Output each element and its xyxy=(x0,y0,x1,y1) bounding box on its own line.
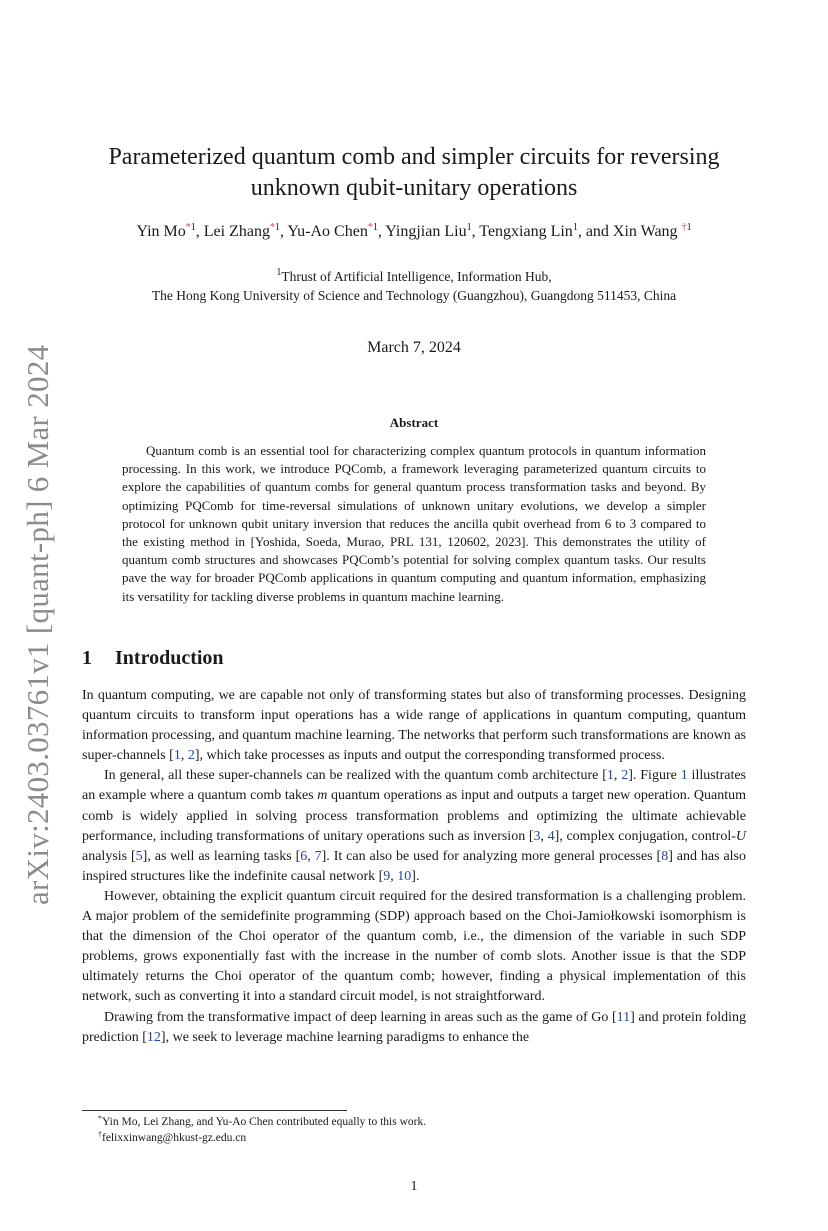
paper-title xyxy=(82,142,746,204)
text-run: ], complex conjugation, control- xyxy=(554,828,736,844)
citation-link[interactable]: 3 xyxy=(533,828,541,844)
author-name: Yin Mo xyxy=(136,223,186,240)
citation-link[interactable]: 9 xyxy=(383,868,391,884)
text-run: In general, all these super-channels can be realized with the quantum comb architecture [ xyxy=(104,768,607,784)
equal-contribution-mark[interactable]: * xyxy=(367,222,373,233)
footnote-marker: * xyxy=(98,1114,102,1123)
section-title: Introduction xyxy=(115,647,224,669)
citation-link[interactable]: 12 xyxy=(146,1029,161,1045)
citation-link[interactable]: 6 xyxy=(300,848,308,864)
text-run: quantum operations as input and outputs a target new operation. Quantum comb is widely applied in solving process transformation problems and optimizing the ultimate achievable performance, including transformations of unitary operations such as inversion [ xyxy=(82,788,746,844)
author-name: Yu-Ao Chen xyxy=(287,223,368,240)
citation-link[interactable]: 4 xyxy=(547,828,555,844)
introduction-body xyxy=(82,686,746,1048)
text-run: , xyxy=(540,828,548,844)
text-run: ] and has also inspired structures like the indefinite causal network [ xyxy=(82,848,746,884)
paragraph xyxy=(82,686,746,766)
paragraph: However, obtaining the explicit quantum circuit required for the desired transformation is a challenging problem. A major problem of the semidefinite programming (SDP) approach based on the Choi-Jamiołkowski isomorphism is that the dimension of the Choi operator of the quantum comb, i.e., the dimension of the variable in such SDP problems, grows exponentially fast with the increase in the number of comb slots. Another issue is that the SDP ultimately returns the Choi operator of the quantum comb; however, finding a physical implementation of this network, such as converting it into a standard circuit model, is not straightforward. xyxy=(82,888,746,1005)
footnote-equal-contribution xyxy=(82,1114,426,1130)
text-run: ] and protein folding prediction [ xyxy=(82,1009,746,1045)
author-marks xyxy=(682,222,692,233)
citation-link[interactable]: 1 xyxy=(606,768,614,784)
affiliation-mark: 1 xyxy=(274,222,280,233)
text-run: illustrates an example where a quantum comb takes xyxy=(82,768,746,804)
affiliation-mark: 1 xyxy=(372,222,378,233)
math-variable: m xyxy=(317,788,328,804)
text-run: ], as well as learning tasks [ xyxy=(142,848,301,864)
equal-contribution-mark[interactable]: * xyxy=(269,222,275,233)
citation-link[interactable]: 8 xyxy=(661,848,669,864)
math-variable: U xyxy=(735,828,746,844)
affiliation-line-1 xyxy=(82,267,746,286)
author-marks xyxy=(270,222,280,233)
footnote-divider xyxy=(82,1110,347,1111)
author-separator: , xyxy=(195,223,204,240)
equal-contribution-mark[interactable]: * xyxy=(185,222,191,233)
text-run: analysis [ xyxy=(82,848,136,864)
corresponding-author-mark[interactable]: † xyxy=(681,222,687,233)
text-run: ], which take processes as inputs and output the corresponding transformed process. xyxy=(194,748,665,764)
footnote-text: Yin Mo, Lei Zhang, and Yu-Ao Chen contributed equally to this work. xyxy=(102,1116,427,1128)
text-run: , xyxy=(613,768,622,784)
author-separator: , and xyxy=(577,223,613,240)
author-name: Tengxiang Lin xyxy=(479,223,573,240)
text-run: In quantum computing, we are capable not only of transforming states but also of transforming processes. Designing quantum circuits to transform input operations has a wide range of applications in quantum computing, quantum information processing, and quantum machine learning. The networks that perform such transformations are known as super-channels [ xyxy=(82,688,746,764)
affiliation xyxy=(82,267,746,305)
text-run: ]. xyxy=(411,868,420,884)
paragraph xyxy=(82,1008,746,1048)
citation-link[interactable]: 7 xyxy=(314,848,322,864)
text-run: , xyxy=(180,748,188,764)
citation-link[interactable]: 5 xyxy=(135,848,143,864)
text-run: , xyxy=(390,868,398,884)
arxiv-identifier-stamp: arXiv:2403.03761v1 [quant-ph] 6 Mar 2024 xyxy=(20,344,55,905)
author-list xyxy=(82,223,746,241)
author-separator: , xyxy=(279,223,288,240)
abstract-heading: Abstract xyxy=(389,415,439,430)
text-run: Drawing from the transformative impact of deep learning in areas such as the game of Go [ xyxy=(104,1009,617,1025)
citation-link[interactable]: 1 xyxy=(173,748,181,764)
affiliation-marker: 1 xyxy=(276,267,282,278)
title-line-1: Parameterized quantum comb and simpler circuits for reversing xyxy=(108,144,720,170)
citation-link[interactable]: 2 xyxy=(621,768,629,784)
text-run: ], we seek to leverage machine learning paradigms to enhance the xyxy=(160,1029,530,1045)
affiliation-mark: 1 xyxy=(190,222,196,233)
author-separator: , xyxy=(471,223,480,240)
author-name: Yingjian Liu xyxy=(385,223,467,240)
author-separator: , xyxy=(377,223,386,240)
publication-date: March 7, 2024 xyxy=(367,339,461,356)
author-name: Lei Zhang xyxy=(203,223,270,240)
author-name: Xin Wang xyxy=(612,223,678,240)
affiliation-mark: 1 xyxy=(572,222,578,233)
affiliation-line-2: The Hong Kong University of Science and Technology (Guangzhou), Guangdong 511453, China xyxy=(151,288,677,303)
text-run: ]. It can also be used for analyzing more general processes [ xyxy=(321,848,662,864)
affiliation-text: Thrust of Artificial Intelligence, Information Hub, xyxy=(281,269,552,284)
footnotes xyxy=(82,1114,426,1146)
section-number: 1 xyxy=(82,647,92,669)
figure-link[interactable]: 1 xyxy=(680,768,688,784)
text-run: , xyxy=(307,848,315,864)
footnote-marker: † xyxy=(98,1130,102,1139)
footnote-email xyxy=(82,1130,426,1146)
abstract-body: Quantum comb is an essential tool for characterizing complex quantum protocols in quantum information processing. In this work, we introduce PQComb, a framework leveraging parameterized quantum circuits to explore the capabilities of quantum combs for general quantum process transformation tasks and beyond. By optimizing PQComb for time-reversal simulations of unknown unitary evolutions, we develop a simpler protocol for unknown qubit unitary inversion that reduces the ancilla qubit overhead from 6 to 3 compared to the existing method in [Yoshida, Soeda, Murao, PRL 131, 120602, 2023]. This demonstrates the utility of quantum comb structures and showcases PQComb’s potential for solving complex quantum tasks. Our results pave the way for broader PQComb applications in quantum computing and quantum information, emphasizing its versatility for tackling diverse problems in quantum machine learning. xyxy=(122,443,706,604)
affiliation-mark: 1 xyxy=(466,222,472,233)
citation-link[interactable]: 11 xyxy=(616,1009,631,1025)
author-marks xyxy=(186,222,196,233)
citation-link[interactable]: 2 xyxy=(187,748,195,764)
affiliation-mark: 1 xyxy=(686,222,692,233)
text-run: ]. Figure xyxy=(628,768,681,784)
author-marks xyxy=(368,222,378,233)
citation-link[interactable]: 10 xyxy=(397,868,412,884)
title-line-2: unknown qubit-unitary operations xyxy=(250,175,578,201)
page-number: 1 xyxy=(410,1179,418,1194)
section-heading xyxy=(82,647,224,670)
email-link[interactable]: felixxinwang@hkust-gz.edu.cn xyxy=(102,1132,247,1144)
paragraph xyxy=(82,766,746,887)
